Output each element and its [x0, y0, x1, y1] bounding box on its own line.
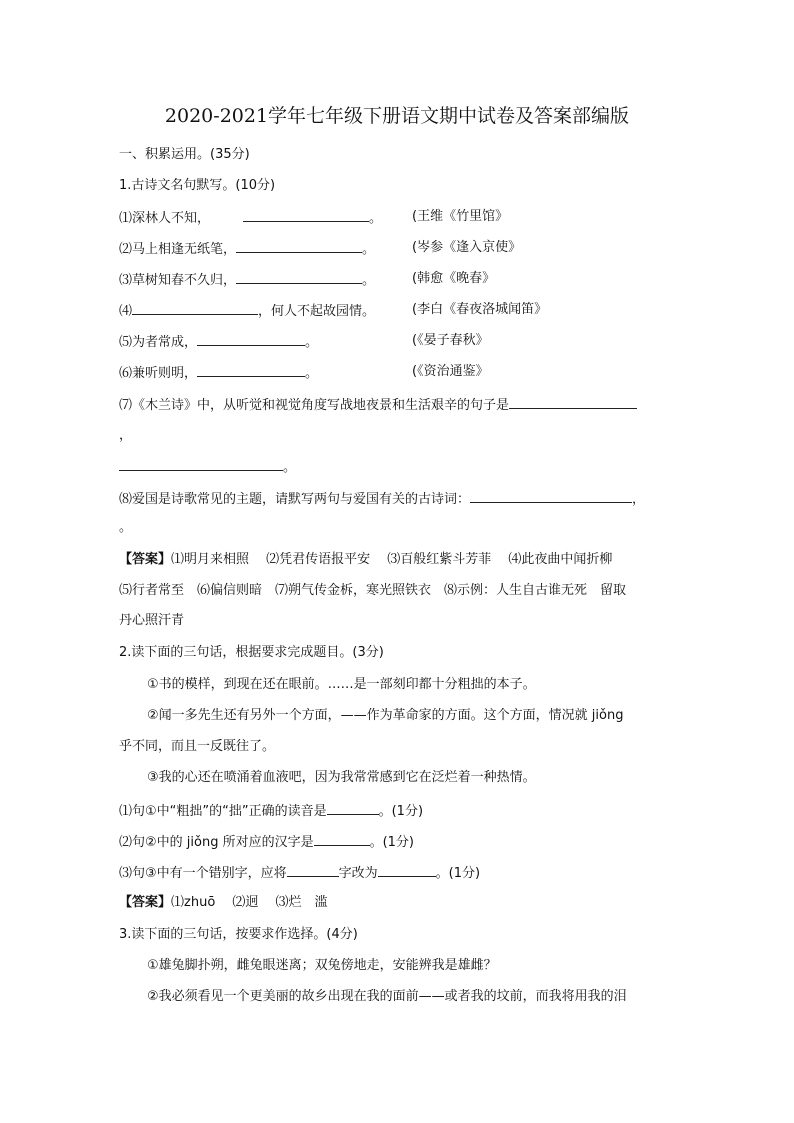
question-3-heading: 3.读下面的三句话，按要求作选择。(4分)	[119, 927, 358, 942]
item-text: 为者常成，	[132, 335, 198, 350]
item-end: 。	[369, 211, 383, 226]
answer-text: ⑴明月来相照 ⑵凭君传语报平安 ⑶百般红紫斗芳菲 ⑷此夜曲中闻折柳	[171, 552, 613, 567]
q2-sub-3	[119, 863, 480, 883]
question-1-heading: 1.古诗文名句默写。(10分)	[119, 178, 276, 193]
q2-sentence-2: ②闻一多先生还有另外一个方面，——作为革命家的方面。这个方面，情况就 jiǒng	[147, 708, 624, 723]
q2-answer	[119, 894, 328, 912]
q2-sentence-1: ①书的模样，到现在还在眼前。……是一部刻印都十分粗拙的本子。	[147, 677, 536, 692]
item-text: 草树知春不久归，	[132, 273, 237, 288]
answer-label: 【答案】	[119, 552, 172, 567]
item-source: (王维《竹里馆》	[412, 209, 509, 224]
answer-blank	[132, 301, 258, 315]
item-text: ⑻爱国是诗歌常见的主题，请默写两句与爱国有关的古诗词：	[119, 492, 471, 507]
item-number: ⑵	[119, 242, 133, 257]
answer-blank	[287, 863, 339, 877]
item-end: 。	[283, 460, 297, 475]
question-2-heading: 2.读下面的三句话，根据要求完成题目。(3分)	[119, 645, 384, 660]
item-end: 。	[362, 273, 376, 288]
item-end: 。	[362, 242, 376, 257]
item-source: (李白《春夜洛城闻笛》	[412, 302, 548, 317]
item-number: ⑶	[119, 273, 133, 288]
answer-blank	[119, 457, 283, 471]
item-source: (韩愈《晚春》	[412, 271, 496, 286]
answer-label: 【答案】	[119, 895, 172, 910]
q1-item-6	[119, 363, 489, 383]
item-end: 。	[305, 335, 319, 350]
q2-sub-1	[119, 801, 423, 821]
sub-mid: 字改为	[338, 866, 378, 881]
item-source: (《资治通鉴》	[412, 364, 489, 379]
answer-blank	[470, 489, 632, 503]
sub-end: 。(1分)	[435, 866, 481, 881]
q1-item-7-line2	[119, 457, 296, 477]
q1-answer-line-2: ⑸行者常至 ⑹偏信则暗 ⑺朔气传金柝，寒光照铁衣 ⑻示例：人生自古谁无死 留取	[119, 583, 627, 598]
q1-item-5	[119, 332, 489, 352]
answer-blank	[197, 332, 305, 346]
q1-answer-line-1	[119, 551, 612, 569]
answer-blank	[509, 395, 637, 409]
sub-text: ⑵句②中的 jiǒng 所对应的汉字是	[119, 835, 314, 850]
item-number: ⑷	[119, 304, 133, 319]
answer-blank	[314, 832, 370, 846]
item-end: ，何人不起故园情。	[258, 304, 376, 319]
q1-item-7	[119, 395, 637, 415]
q2-sentence-2-cont: 乎不同，而且一反既往了。	[119, 739, 276, 754]
item-source: (岑参《逢入京使》	[412, 240, 522, 255]
answer-blank	[197, 363, 305, 377]
item-text: 深林人不知，	[132, 211, 211, 226]
answer-blank	[327, 801, 379, 815]
sub-text: ⑴句①中“粗拙”的“拙”正确的读音是	[119, 804, 327, 819]
q1-item-8-end: 。	[119, 520, 133, 535]
item-text: 马上相逢无纸笔，	[132, 242, 237, 257]
document-title: 2020-2021学年七年级下册语文期中试卷及答案部编版	[164, 105, 630, 127]
answer-blank	[236, 239, 362, 253]
q1-item-3	[119, 270, 496, 290]
item-text: ⑺《木兰诗》中，从听觉和视觉角度写战地夜景和生活艰辛的句子是	[119, 398, 510, 413]
answer-blank	[236, 270, 362, 284]
item-number: ⑴	[119, 211, 133, 226]
sub-end: 。(1分)	[378, 804, 424, 819]
item-number: ⑹	[119, 366, 133, 381]
sub-end: 。(1分)	[369, 835, 415, 850]
q1-item-2	[119, 239, 522, 259]
sub-text: ⑶句③中有一个错别字，应将	[119, 866, 287, 881]
q3-sentence-2: ②我必须看见一个更美丽的故乡出现在我的面前——或者我的坟前，而我将用我的泪	[147, 989, 627, 1004]
answer-text: ⑴zhuō ⑵迥 ⑶烂 滥	[171, 895, 328, 910]
item-source: (《晏子春秋》	[412, 333, 489, 348]
q3-sentence-1: ①雄兔脚扑朔，雌兔眼迷离；双兔傍地走，安能辨我是雄雌？	[147, 958, 497, 973]
item-number: ⑸	[119, 335, 133, 350]
q1-answer-line-3: 丹心照汗青	[119, 613, 185, 628]
q1-item-1	[119, 208, 509, 228]
answer-blank	[243, 208, 369, 222]
q1-item-8	[119, 489, 645, 509]
q1-item-7-comma: ，	[119, 428, 133, 443]
item-end: 。	[305, 366, 319, 381]
item-text: 兼听则明，	[132, 366, 198, 381]
item-comma: ，	[632, 492, 646, 507]
section-heading: 一、积累运用。(35分)	[119, 147, 250, 162]
q2-sub-2	[119, 832, 414, 852]
answer-blank	[378, 863, 436, 877]
q1-item-4	[119, 301, 548, 321]
q2-sentence-3: ③我的心还在喷涌着血液吧，因为我常常感到它在泛烂着一种热情。	[147, 770, 536, 785]
